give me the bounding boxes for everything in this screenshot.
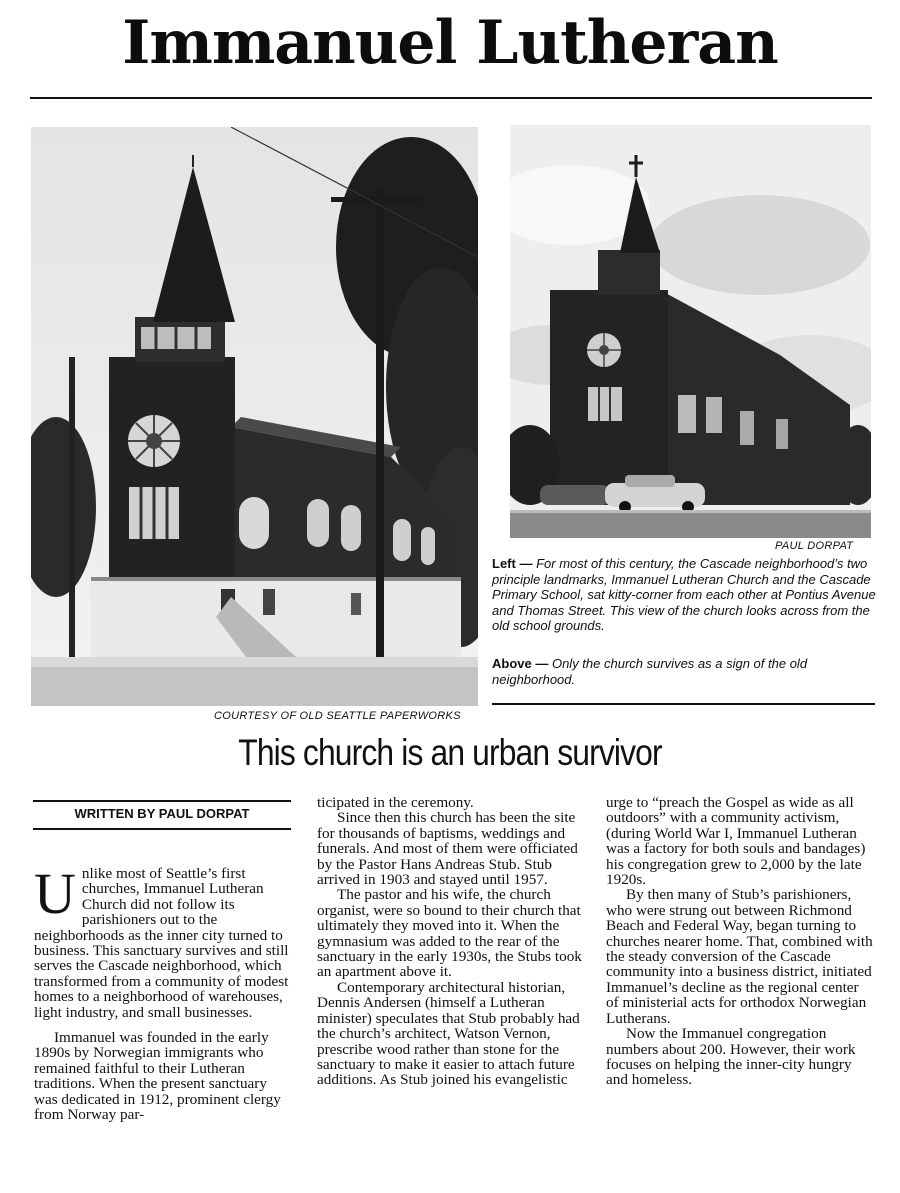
col3-paragraph-3: Now the Immanuel congregation numbers about 200. However, their work focuses on helping the inner-city hungry and homeless. [606,1025,856,1089]
caption-left-label: Left — [492,556,533,571]
article-column-2 [317,795,585,1088]
caption-above-text: Only the church survives as a sign of the old neighborhood. [492,656,808,687]
masthead-title: Immanuel Lutheran [122,8,778,78]
church-historic-illustration [31,127,478,706]
right-photo-credit: PAUL DORPAT [775,540,854,552]
caption-left [492,556,876,634]
col2-paragraph-3: The pastor and his wife, the church organist, were so bound to their church that ultimately they moved into it. When the gymnasium was added to the rear of the sanctuary in the early 1930s, the Stubs took an apartment above it. [317,886,582,981]
left-photo-credit: COURTESY OF OLD SEATTLE PAPERWORKS [214,710,461,722]
col2-paragraph-4: Contemporary architectural historian, Dennis Andersen (himself a Lutheran minister) speculates that Stub probably had the church’s architect, Watson Vernon, prescribe wood rather than stone for the sanctuary to make it easier to attach future additions. As Stub joined his evangelistic [317,978,580,1089]
caption-rule [492,703,875,705]
masthead-rule [30,97,872,99]
col3-paragraph-2: By then many of Stub’s parishioners, who were strung out between Richmond Beach and Federal Way, began turning to churches nearer home. That, combined with the steady conversion of the Cascade community into a business district, initiated Immanuel’s decline as the regional center of ministerial acts for orthodox Norwegian Lutherans. [606,886,873,1027]
article-headline: This church is an urban survivor [238,732,662,773]
article-column-1 [34,861,290,1124]
caption-above-label: Above — [492,656,549,671]
left-photo [31,127,478,706]
drop-cap: U [34,861,76,926]
col2-paragraph-2: Since then this church has been the site for thousands of baptisms, weddings and funerals. And most of them were officiated by the Pastor Hans Andreas Stub. Stub arrived in 1903 and stayed until 1957. [317,809,578,889]
col3-paragraph-1: urge to “preach the Gospel as wide as all outdoors” with a community activism, (during World War I, Immanuel Lutheran was a factory for both souls and bandages) his congregation grew to 2,000 by the late 1920s. [606,794,866,889]
col1-paragraph-1: nlike most of Seattle’s first churches, Immanuel Lutheran Church did not follow its parishioners out to the neighborhoods as the inner city turned to business. This sanctuary survives and still serves the Cascade neighborhood, which transformed from a community of modest homes to a neighborhood of warehouses, light industry, and small businesses. [34,865,289,1021]
right-photo [510,125,871,538]
byline-rule-top [33,800,291,802]
col2-paragraph-1: ticipated in the ceremony. [317,794,474,811]
article-column-3 [606,795,874,1088]
caption-left-text: For most of this century, the Cascade neighborhood’s two principle landmarks, Immanuel Lutheran Church and the Cascade Primary School, sat kitty-corner from each other at Pontius Avenue and Thomas Street. This view of the church looks across from the old school grounds. [492,556,876,633]
caption-above [492,656,876,687]
byline: WRITTEN BY PAUL DORPAT [74,806,250,821]
byline-rule-bottom [33,828,291,830]
church-modern-illustration [510,125,871,538]
col1-paragraph-2: Immanuel was founded in the early 1890s by Norwegian immigrants who remained faithful to their Lutheran traditions. When the present sanctuary was dedicated in 1912, prominent clergy from Norway par- [34,1029,281,1124]
